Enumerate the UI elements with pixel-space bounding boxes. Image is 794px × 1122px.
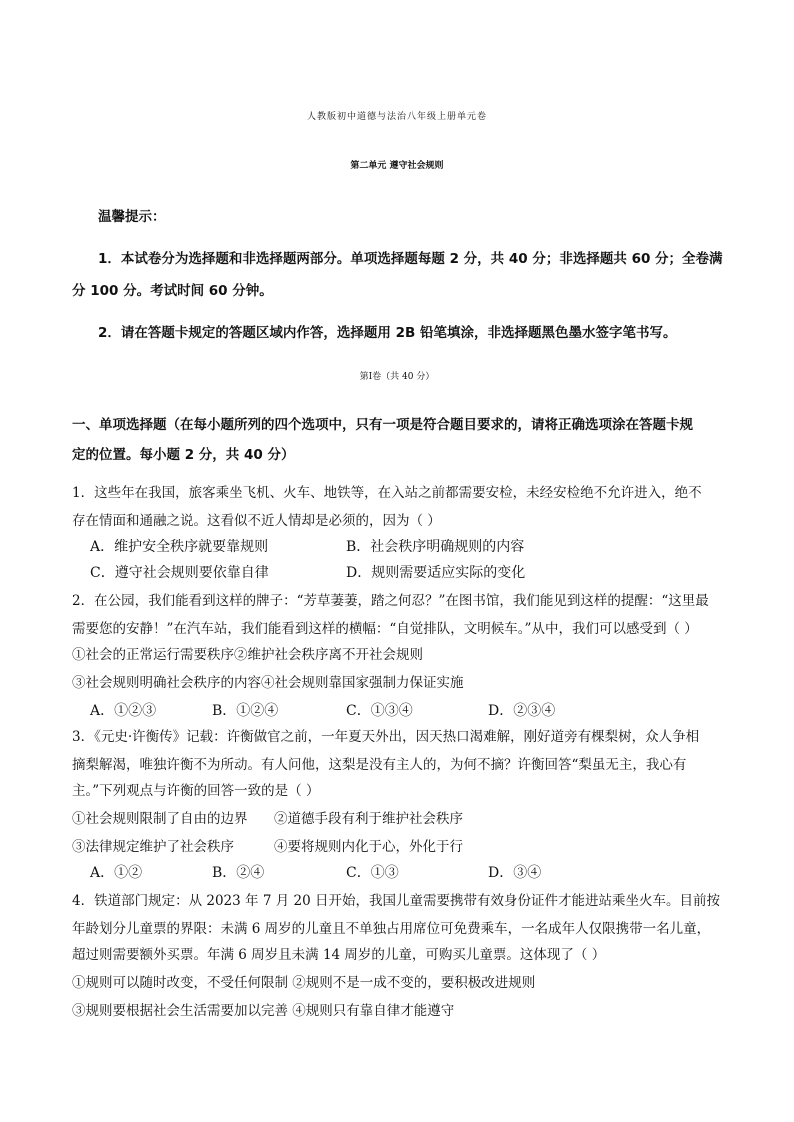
q3-option-b[interactable]: B．②④: [212, 865, 265, 881]
q3-statement-2: ②道德手段有利于维护社会秩序: [274, 811, 463, 827]
q3-statement-1: ①社会规则限制了自由的边界: [72, 811, 248, 827]
q3-statement-4: ④要将规则内化于心，外化于行: [274, 839, 463, 855]
q3-option-a[interactable]: A．①②: [90, 865, 143, 881]
unit-title: 第二单元 遵守社会规则: [350, 161, 444, 171]
q1-option-a[interactable]: A．维护安全秩序就要靠规则: [90, 539, 269, 555]
exam-subtitle: 人教版初中道德与法治八年级上册单元卷: [306, 112, 487, 122]
q4-statements-3-4: ③规则要根据社会生活需要加以完善 ④规则只有靠自律才能遵守: [72, 1003, 455, 1019]
q3-option-d[interactable]: D．③④: [488, 865, 542, 881]
q1-option-b[interactable]: B．社会秩序明确规则的内容: [346, 539, 525, 555]
tips-heading: 温馨提示：: [98, 209, 166, 225]
section-1-line-2: 定的位置。每小题 2 分，共 40 分）: [72, 447, 295, 463]
q1-stem-line-1: 1．这些年在我国，旅客乘坐飞机、火车、地铁等，在入站之前都需要安检，未经安检绝不允许进入，绝不: [72, 485, 702, 501]
q2-stem-line-1: 2．在公园，我们能看到这样的牌子：“芳草萋萋，踏之何忍？”在图书馆，我们能见到这样的提醒：“这里最: [72, 593, 709, 609]
q3-stem-line-3: 主。”下列观点与许衡的回答一致的是（ ）: [72, 783, 320, 799]
section-1-line-1: 一、单项选择题（在每小题所列的四个选项中，只有一项是符合题目要求的，请将正确选项涂在答题卡规: [72, 417, 693, 433]
tip-1-line-1: 1．本试卷分为选择题和非选择题两部分。单项选择题每题 2 分，共 40 分；非选择题共 60 分；全卷满: [98, 251, 723, 267]
q1-option-d[interactable]: D．规则需要适应实际的变化: [346, 565, 526, 581]
q2-statements-3-4: ③社会规则明确社会秩序的内容④社会规则靠国家强制力保证实施: [72, 675, 464, 691]
q2-option-a[interactable]: A．①②③: [90, 703, 157, 719]
tip-2: 2．请在答题卡规定的答题区域内作答，选择题用 2B 铅笔填涂，非选择题黑色墨水签字笔书写。: [98, 325, 677, 341]
q4-stem-line-3: 超过则需要额外买票。年满 6 周岁且未满 14 周岁的儿童，可购买儿童票。这体现了（ ）: [72, 947, 606, 963]
q4-stem-line-2: 年龄划分儿童票的界限：未满 6 周岁的儿童且不单独占用席位可免费乘车，一名成年人仅限携带一名儿童，: [72, 921, 711, 937]
q2-option-d[interactable]: D．②③④: [488, 703, 556, 719]
volume-title: 第Ⅰ卷（共 40 分）: [359, 372, 435, 382]
q2-stem-line-2: 需要您的安静！”在汽车站，我们能看到这样的横幅：“自觉排队，文明候车。”从中，我们可以感受到（ ）: [72, 621, 698, 637]
q3-stem-line-1: 3．《元史·许衡传》记载：许衡做官之前，一年夏天外出，因天热口渴难解，刚好道旁有棵梨树，众人争相: [72, 729, 700, 745]
q3-stem-line-2: 摘梨解渴，唯独许衡不为所动。有人问他，这梨是没有主人的，为何不摘？许衡回答“梨虽无主，我心有: [72, 757, 687, 773]
q3-option-c[interactable]: C．①③: [346, 865, 399, 881]
tip-1-line-2: 分 100 分。考试时间 60 分钟。: [72, 283, 273, 299]
q2-option-b[interactable]: B．①②④: [212, 703, 279, 719]
q3-statement-3: ③法律规定维护了社会秩序: [72, 839, 234, 855]
q1-stem-line-2: 存在情面和通融之说。这看似不近人情却是必须的，因为（ ）: [72, 513, 441, 529]
q4-stem-line-1: 4．铁道部门规定：从 2023 年 7 月 20 日开始，我国儿童需要携带有效身份证件才能进站乘坐火车。目前按: [72, 893, 720, 909]
q2-statements-1-2: ①社会的正常运行需要秩序②维护社会秩序离不开社会规则: [72, 647, 423, 663]
q4-statements-1-2: ①规则可以随时改变，不受任何限制 ②规则不是一成不变的，要积极改进规则: [72, 975, 536, 991]
q2-option-c[interactable]: C．①③④: [346, 703, 413, 719]
q1-option-c[interactable]: C．遵守社会规则要依靠自律: [90, 565, 269, 581]
